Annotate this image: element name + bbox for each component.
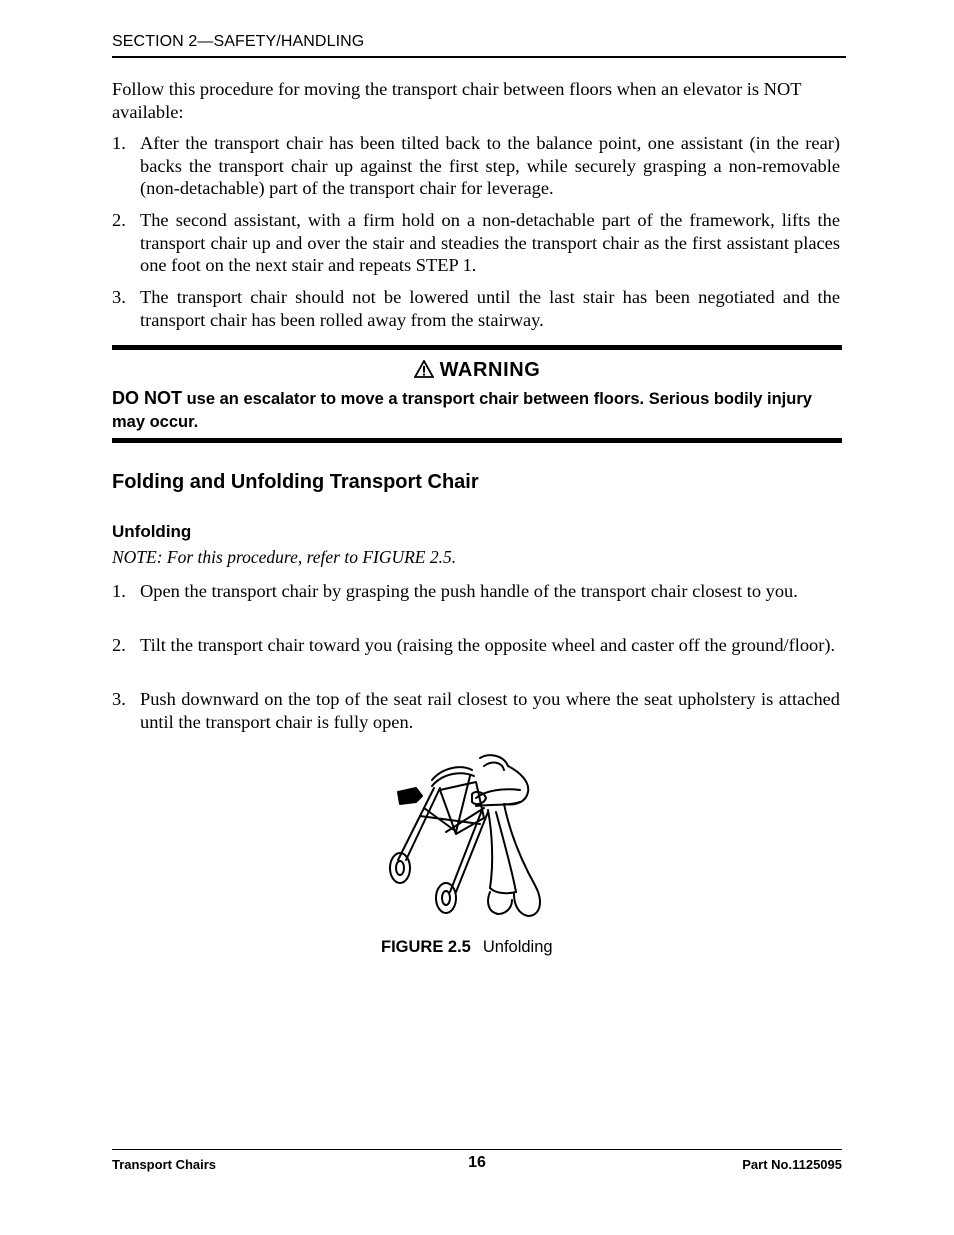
list-item-number: 1. [112, 133, 126, 153]
sub-heading: Unfolding [112, 522, 192, 541]
figure-unfolding-illustration [380, 752, 570, 924]
warning-body [112, 387, 840, 433]
footer-doc-title: Transport Chairs [112, 1157, 217, 1172]
list-item-text: The transport chair should not be lowered until the last stair has been negotiated and the transport chair has been rolled away from the stairway. [140, 287, 840, 330]
warning-title [112, 359, 842, 382]
section-heading: Folding and Unfolding Transport Chair [112, 471, 479, 493]
page-header [112, 33, 846, 58]
push-arrow-icon [398, 788, 422, 804]
note: NOTE: For this procedure, refer to FIGURE 2.5. [112, 547, 457, 567]
list-item-number: 3. [112, 287, 126, 307]
warning-title-text: WARNING [439, 359, 541, 381]
list-item-number: 1. [112, 581, 126, 601]
list-item-text: The second assistant, with a firm hold on a non-detachable part of the framework, lifts the transport chair up and over the stair and steadies the transport chair as the first assistant places one foot on the next stair and repeats STEP 1. [140, 210, 840, 275]
section-title: SECTION 2—SAFETY/HANDLING [112, 33, 365, 50]
list-item-number: 2. [112, 635, 126, 655]
figure-caption [381, 938, 553, 957]
figure-label: FIGURE 2.5 [381, 938, 471, 956]
list-item-number: 2. [112, 210, 126, 230]
page-number: 16 [468, 1154, 486, 1171]
warning-text: use an escalator to move a transport chair between floors. Serious bodily injury may occur. [112, 390, 812, 431]
list-item-text: Open the transport chair by grasping the push handle of the transport chair closest to you. [140, 581, 798, 601]
warning-triangle-icon [414, 360, 434, 378]
figure-caption-text: Unfolding [482, 938, 553, 956]
warning-box [112, 345, 842, 443]
list-item-text: Push downward on the top of the seat rail closest to you where the seat upholstery is attached until the transport chair is fully open. [140, 689, 840, 732]
list-item-text: Tilt the transport chair toward you (raising the opposite wheel and caster off the ground/floor). [140, 635, 836, 655]
intro-paragraph: Follow this procedure for moving the transport chair between floors when an elevator is NOT available: [112, 79, 802, 122]
page-footer [112, 1149, 842, 1180]
footer-part-number: Part No.1125095 [742, 1157, 842, 1172]
warning-emphasis: DO NOT [112, 388, 182, 408]
list-item-number: 3. [112, 689, 126, 709]
list-item-text: After the transport chair has been tilted back to the balance point, one assistant (in the rear) backs the transport chair up against the first step, while securely grasping a non-removable (non-detachable) part of the transport chair for leverage. [140, 133, 840, 198]
